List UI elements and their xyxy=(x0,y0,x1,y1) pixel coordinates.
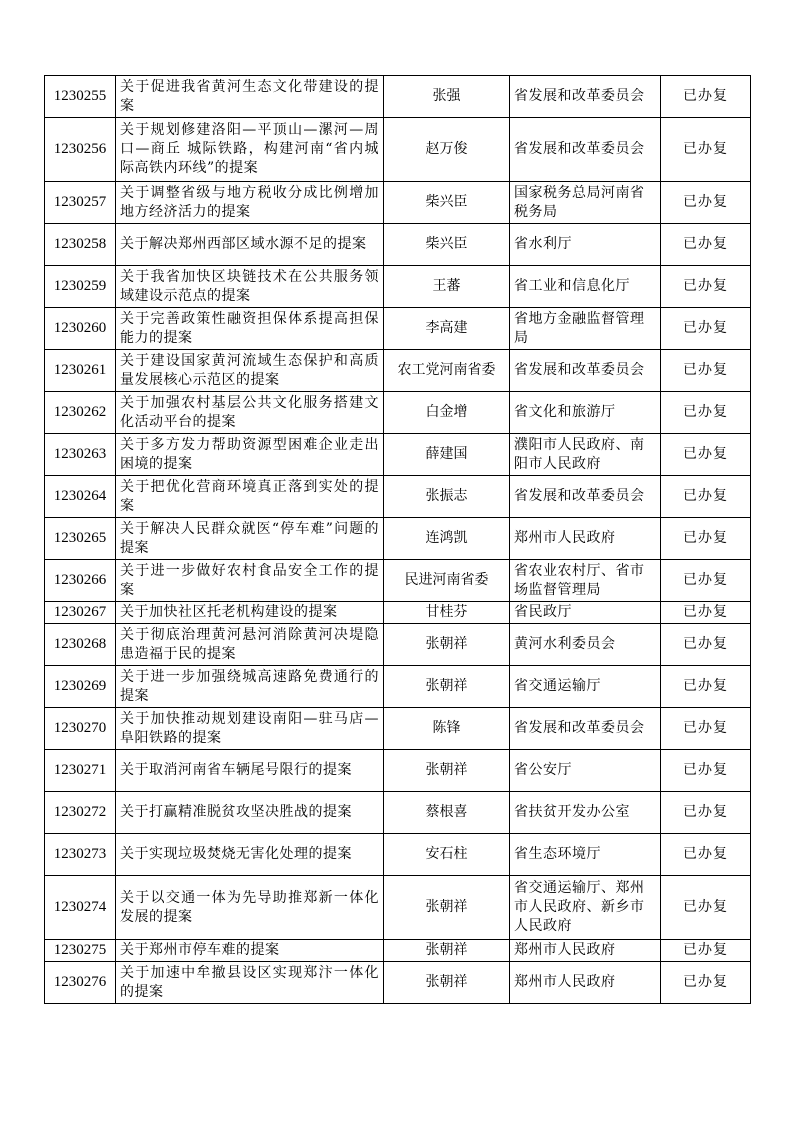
proposal-title: 关于进一步加强绕城高速路免费通行的提案 xyxy=(116,666,384,708)
proposer: 张朝祥 xyxy=(384,962,510,1004)
handling-department: 郑州市人民政府 xyxy=(510,962,661,1004)
status-label: 已办复 xyxy=(661,560,751,602)
proposal-number: 1230270 xyxy=(45,708,116,750)
proposer: 张朝祥 xyxy=(384,666,510,708)
proposal-title: 关于加速中牟撤县设区实现郑汴一体化的提案 xyxy=(116,962,384,1004)
proposer: 柴兴臣 xyxy=(384,224,510,266)
proposer: 李高建 xyxy=(384,308,510,350)
table-row xyxy=(45,76,751,118)
proposer: 张朝祥 xyxy=(384,750,510,792)
proposal-number: 1230263 xyxy=(45,434,116,476)
handling-department: 国家税务总局河南省税务局 xyxy=(510,182,661,224)
proposal-title: 关于打赢精准脱贫攻坚决胜战的提案 xyxy=(116,792,384,834)
handling-department: 省民政厅 xyxy=(510,602,661,624)
table-row xyxy=(45,476,751,518)
status-label: 已办复 xyxy=(661,792,751,834)
proposal-title: 关于以交通一体为先导助推郑新一体化发展的提案 xyxy=(116,876,384,940)
table-row xyxy=(45,560,751,602)
proposer: 农工党河南省委 xyxy=(384,350,510,392)
proposal-number: 1230260 xyxy=(45,308,116,350)
table-row xyxy=(45,518,751,560)
proposal-table-body xyxy=(45,76,751,1004)
proposer: 甘桂芬 xyxy=(384,602,510,624)
proposal-title: 关于进一步做好农村食品安全工作的提案 xyxy=(116,560,384,602)
table-row xyxy=(45,624,751,666)
handling-department: 省发展和改革委员会 xyxy=(510,708,661,750)
proposal-number: 1230275 xyxy=(45,940,116,962)
status-label: 已办复 xyxy=(661,434,751,476)
status-label: 已办复 xyxy=(661,350,751,392)
proposal-number: 1230255 xyxy=(45,76,116,118)
status-label: 已办复 xyxy=(661,708,751,750)
handling-department: 省水利厅 xyxy=(510,224,661,266)
table-row xyxy=(45,834,751,876)
handling-department: 省扶贫开发办公室 xyxy=(510,792,661,834)
proposer: 赵万俊 xyxy=(384,118,510,182)
proposal-title: 关于郑州市停车难的提案 xyxy=(116,940,384,962)
table-row xyxy=(45,940,751,962)
handling-department: 省交通运输厅、郑州市人民政府、新乡市人民政府 xyxy=(510,876,661,940)
table-row xyxy=(45,602,751,624)
status-label: 已办复 xyxy=(661,518,751,560)
proposer: 王蕃 xyxy=(384,266,510,308)
status-label: 已办复 xyxy=(661,392,751,434)
proposer: 薛建国 xyxy=(384,434,510,476)
proposal-number: 1230257 xyxy=(45,182,116,224)
proposal-title: 关于建设国家黄河流域生态保护和高质量发展核心示范区的提案 xyxy=(116,350,384,392)
proposer: 柴兴臣 xyxy=(384,182,510,224)
proposal-title: 关于取消河南省车辆尾号限行的提案 xyxy=(116,750,384,792)
proposal-title: 关于把优化营商环境真正落到实处的提案 xyxy=(116,476,384,518)
handling-department: 省文化和旅游厅 xyxy=(510,392,661,434)
proposal-number: 1230268 xyxy=(45,624,116,666)
proposal-number: 1230272 xyxy=(45,792,116,834)
status-label: 已办复 xyxy=(661,182,751,224)
proposer: 蔡根喜 xyxy=(384,792,510,834)
proposer: 张强 xyxy=(384,76,510,118)
proposal-title: 关于加强农村基层公共文化服务搭建文化活动平台的提案 xyxy=(116,392,384,434)
proposer: 安石柱 xyxy=(384,834,510,876)
status-label: 已办复 xyxy=(661,876,751,940)
table-row xyxy=(45,308,751,350)
proposer: 陈锋 xyxy=(384,708,510,750)
proposal-title: 关于调整省级与地方税收分成比例增加地方经济活力的提案 xyxy=(116,182,384,224)
proposer: 张振志 xyxy=(384,476,510,518)
proposal-title: 关于彻底治理黄河悬河消除黄河决堤隐患造福于民的提案 xyxy=(116,624,384,666)
proposal-title: 关于解决人民群众就医“停车难”问题的提案 xyxy=(116,518,384,560)
handling-department: 省地方金融监督管理局 xyxy=(510,308,661,350)
table-row xyxy=(45,350,751,392)
proposal-title: 关于我省加快区块链技术在公共服务领域建设示范点的提案 xyxy=(116,266,384,308)
handling-department: 省发展和改革委员会 xyxy=(510,76,661,118)
status-label: 已办复 xyxy=(661,750,751,792)
proposal-number: 1230265 xyxy=(45,518,116,560)
status-label: 已办复 xyxy=(661,224,751,266)
proposer: 张朝祥 xyxy=(384,940,510,962)
handling-department: 省公安厅 xyxy=(510,750,661,792)
handling-department: 黄河水利委员会 xyxy=(510,624,661,666)
status-label: 已办复 xyxy=(661,76,751,118)
table-row xyxy=(45,266,751,308)
table-row xyxy=(45,224,751,266)
proposer: 连鸿凯 xyxy=(384,518,510,560)
proposal-number: 1230256 xyxy=(45,118,116,182)
status-label: 已办复 xyxy=(661,624,751,666)
proposal-title: 关于解决郑州西部区域水源不足的提案 xyxy=(116,224,384,266)
handling-department: 省发展和改革委员会 xyxy=(510,350,661,392)
status-label: 已办复 xyxy=(661,118,751,182)
table-row xyxy=(45,118,751,182)
proposal-table xyxy=(44,75,751,1004)
proposer: 张朝祥 xyxy=(384,876,510,940)
handling-department: 省发展和改革委员会 xyxy=(510,476,661,518)
handling-department: 郑州市人民政府 xyxy=(510,940,661,962)
table-row xyxy=(45,182,751,224)
proposal-number: 1230269 xyxy=(45,666,116,708)
proposal-number: 1230276 xyxy=(45,962,116,1004)
proposal-title: 关于促进我省黄河生态文化带建设的提案 xyxy=(116,76,384,118)
proposal-number: 1230258 xyxy=(45,224,116,266)
handling-department: 省交通运输厅 xyxy=(510,666,661,708)
table-row xyxy=(45,666,751,708)
proposer: 张朝祥 xyxy=(384,624,510,666)
status-label: 已办复 xyxy=(661,476,751,518)
proposal-number: 1230274 xyxy=(45,876,116,940)
proposal-title: 关于完善政策性融资担保体系提高担保能力的提案 xyxy=(116,308,384,350)
handling-department: 省生态环境厅 xyxy=(510,834,661,876)
proposal-title: 关于实现垃圾焚烧无害化处理的提案 xyxy=(116,834,384,876)
table-row xyxy=(45,876,751,940)
proposal-number: 1230264 xyxy=(45,476,116,518)
table-row xyxy=(45,392,751,434)
table-row xyxy=(45,708,751,750)
table-row xyxy=(45,750,751,792)
handling-department: 省农业农村厅、省市场监督管理局 xyxy=(510,560,661,602)
proposal-title: 关于加快推动规划建设南阳—驻马店—阜阳铁路的提案 xyxy=(116,708,384,750)
proposal-title: 关于规划修建洛阳—平顶山—漯河—周口—商丘 城际铁路，构建河南“省内城际高铁内环线”的提案 xyxy=(116,118,384,182)
status-label: 已办复 xyxy=(661,308,751,350)
proposer: 白金增 xyxy=(384,392,510,434)
handling-department: 郑州市人民政府 xyxy=(510,518,661,560)
proposal-number: 1230273 xyxy=(45,834,116,876)
handling-department: 省发展和改革委员会 xyxy=(510,118,661,182)
handling-department: 省工业和信息化厅 xyxy=(510,266,661,308)
table-row xyxy=(45,792,751,834)
proposal-number: 1230271 xyxy=(45,750,116,792)
proposal-title: 关于多方发力帮助资源型困难企业走出困境的提案 xyxy=(116,434,384,476)
proposer: 民进河南省委 xyxy=(384,560,510,602)
proposal-number: 1230267 xyxy=(45,602,116,624)
status-label: 已办复 xyxy=(661,602,751,624)
status-label: 已办复 xyxy=(661,666,751,708)
proposal-number: 1230262 xyxy=(45,392,116,434)
status-label: 已办复 xyxy=(661,266,751,308)
table-row xyxy=(45,962,751,1004)
status-label: 已办复 xyxy=(661,940,751,962)
handling-department: 濮阳市人民政府、南阳市人民政府 xyxy=(510,434,661,476)
proposal-title: 关于加快社区托老机构建设的提案 xyxy=(116,602,384,624)
proposal-number: 1230261 xyxy=(45,350,116,392)
table-row xyxy=(45,434,751,476)
proposal-number: 1230266 xyxy=(45,560,116,602)
status-label: 已办复 xyxy=(661,962,751,1004)
proposal-number: 1230259 xyxy=(45,266,116,308)
status-label: 已办复 xyxy=(661,834,751,876)
